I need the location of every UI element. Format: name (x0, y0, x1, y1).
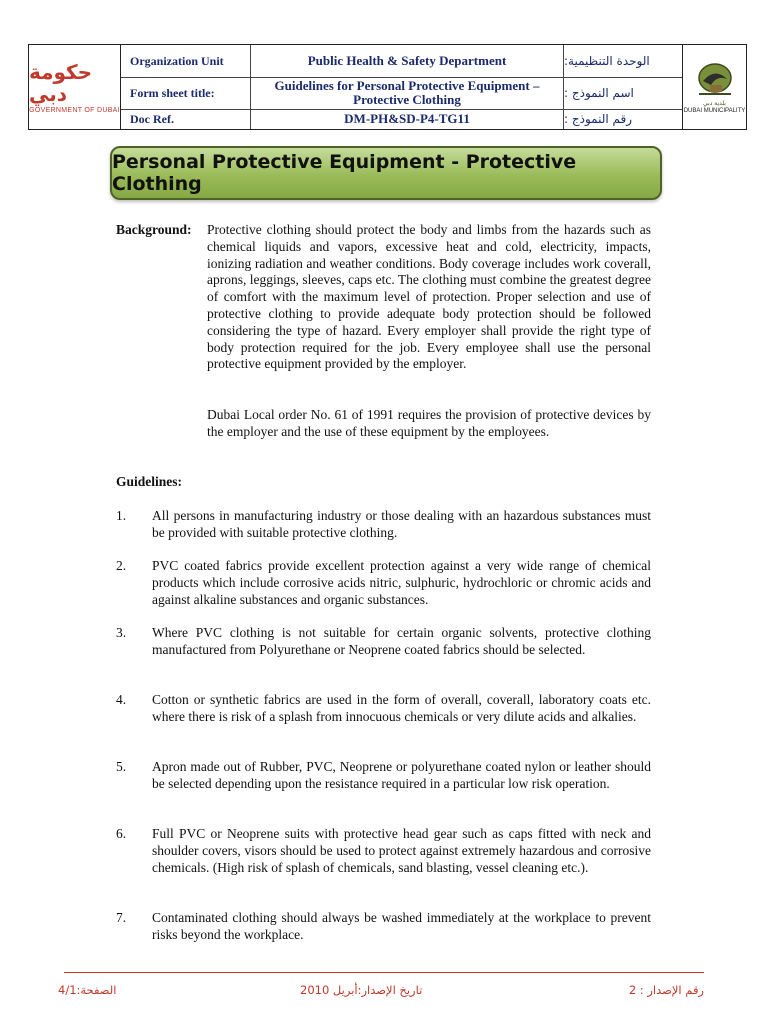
org-unit-label: Organization Unit (121, 45, 251, 77)
footer-divider (64, 972, 704, 973)
list-item-number: 4. (116, 692, 127, 707)
doc-ref-label: Doc Ref. (121, 109, 251, 129)
list-item-text: Full PVC or Neoprene suits with protective head gear such as caps fitted with neck and shoulder covers, visors should be used to protect against extremely hazardous and corrosive chemicals. (High risk of splash of chemicals, sand blasting, vessel cleaning etc.). (152, 826, 651, 875)
list-item-text: Apron made out of Rubber, PVC, Neoprene or polyurethane coated nylon or leather should be selected depending upon the resistance required in a particular low risk operation. (152, 759, 651, 791)
title-banner: Personal Protective Equipment - Protective Clothing (110, 146, 662, 200)
form-title-arabic-label: اسم النموذج : (564, 86, 634, 100)
list-item-text: All persons in manufacturing industry or those dealing with an hazardous substances must be provided with suitable protective clothing. (152, 508, 651, 540)
header-row-form-title (121, 77, 682, 110)
municipality-emblem-icon (693, 61, 737, 99)
government-logo-english: GOVERNMENT OF DUBAI (29, 106, 120, 114)
government-logo-arabic: حكومة دبي (29, 59, 93, 106)
form-title-line1: Guidelines for Personal Protective Equipment – (274, 78, 540, 93)
header-row-org-unit (121, 45, 682, 78)
org-unit-arabic-label: الوحدة التنظيمية: (564, 54, 650, 68)
list-item-number: 1. (116, 508, 127, 523)
list-item-text: Contaminated clothing should always be washed immediately at the workplace to prevent risks beyond the workplace. (152, 910, 651, 942)
list-item-text: PVC coated fabrics provide excellent protection against a very wide range of chemical products which include corrosive acids nitric, sulphuric, hydrochloric or chromic acids and against alkaline substances and organic substances. (152, 558, 651, 607)
doc-ref-value: DM-PH&SD-P4-TG11 (251, 109, 564, 129)
document-header (28, 44, 747, 130)
list-item-number: 7. (116, 910, 127, 925)
municipality-logo-arabic: بلدية دبي (703, 99, 726, 107)
form-title-line2: Protective Clothing (353, 92, 461, 107)
background-label: Background: (116, 222, 192, 237)
footer-issue-date: تاريخ الإصدار:أبريل 2010 (300, 983, 423, 997)
form-title-label: Form sheet title: (121, 77, 251, 109)
form-title-value (251, 77, 564, 109)
list-item-number: 2. (116, 558, 127, 573)
header-grid (121, 45, 682, 129)
doc-ref-arabic-label: رقم النموذج : (564, 112, 633, 126)
list-item-text: Where PVC clothing is not suitable for certain organic solvents, protective clothing manufactured from Polyurethane or Neoprene coated fabrics should be selected. (152, 625, 651, 657)
list-item-number: 6. (116, 826, 127, 841)
municipality-logo-english: DUBAI MUNICIPALITY (683, 107, 746, 114)
government-of-dubai-logo (29, 45, 121, 129)
dubai-municipality-logo (682, 45, 746, 129)
guidelines-label: Guidelines: (116, 474, 183, 489)
background-paragraph-2: Dubai Local order No. 61 of 1991 requires the provision of protective devices by the employer and the use of these equipment by the employees. (207, 407, 651, 439)
background-paragraph-1: Protective clothing should protect the body and limbs from the hazards such as chemical liquids and vapors, excessive heat and cold, electricity, impacts, ionizing radiation and weather conditions. Body coverage includes work coverall, aprons, leggings, sleeves, caps etc. The clothing must combine the greatest degree of comfort with the maximum level of protection. Proper selection and use of protective clothing to provide adequate body protection should be followed considering the type of hazard. Every employer shall provide the right type of body protection required for the job. Every employee shall use the personal protective equipment provided by the employer. (207, 222, 651, 372)
list-item-number: 3. (116, 625, 127, 640)
footer-page-number: الصفحة:4/1 (58, 983, 117, 997)
list-item-number: 5. (116, 759, 127, 774)
footer-version: رقم الإصدار : 2 (628, 983, 704, 997)
org-unit-value: Public Health & Safety Department (251, 45, 564, 77)
list-item-text: Cotton or synthetic fabrics are used in the form of overall, coverall, laboratory coats etc. where there is risk of a splash from innocuous chemicals or very dilute acids and alkalies. (152, 692, 651, 724)
header-row-doc-ref (121, 109, 682, 129)
